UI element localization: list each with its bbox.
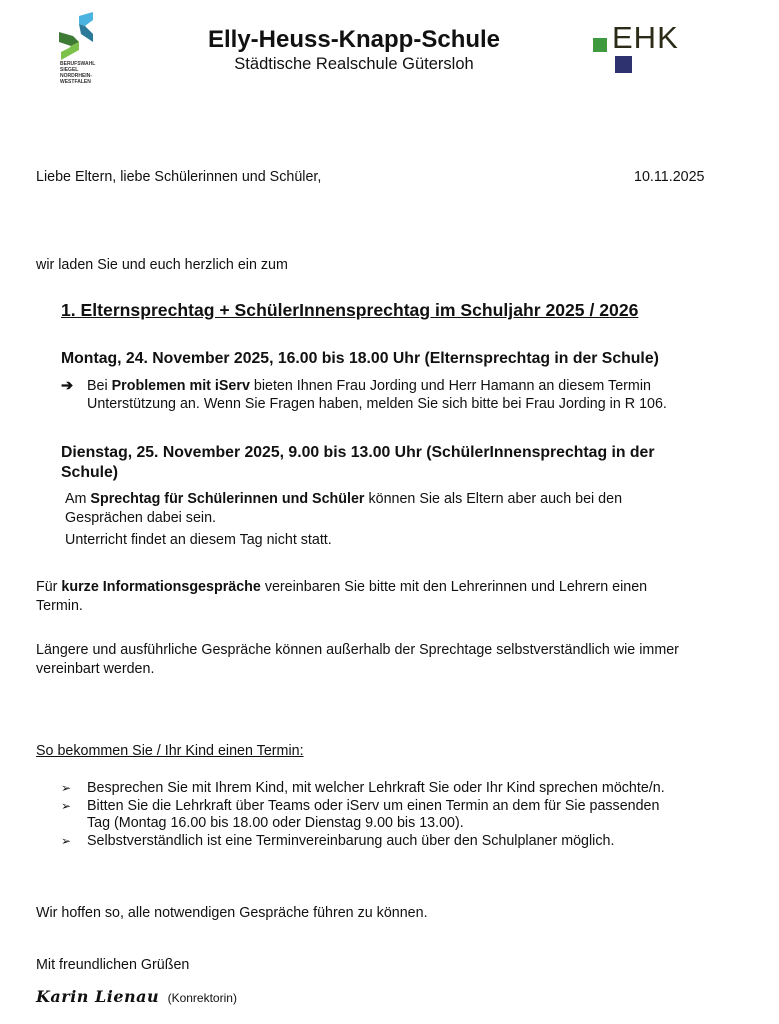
main-heading: 1. Elternsprechtag + SchülerInnensprechtag im Schuljahr 2025 / 2026 — [61, 300, 639, 320]
day2-note: Unterricht findet an diesem Tag nicht statt. — [65, 532, 332, 548]
info-line2: Termin. — [36, 598, 83, 614]
signature-role: (Konrektorin) — [167, 991, 237, 1005]
day1-bold-text: Problemen mit iServ — [111, 378, 250, 394]
greeting-text: Mit freundlichen Grüßen — [36, 957, 190, 973]
day2-bold-text: Sprechtag für Schülerinnen und Schüler — [90, 491, 365, 507]
ehk-logo — [590, 20, 700, 76]
salutation: Liebe Eltern, liebe Schülerinnen und Schüler, — [36, 169, 322, 185]
closing-text: Wir hoffen so, alle notwendigen Gespräche führen zu können. — [36, 905, 428, 921]
day2-text-line2: Gesprächen dabei sein. — [65, 510, 217, 526]
signature — [36, 987, 237, 1007]
howto-item: ➢ Besprechen Sie mit Ihrem Kind, mit welcher Lehrkraft Sie oder Ihr Kind sprechen möchte/n. — [61, 780, 665, 796]
school-subtitle: Städtische Realschule Gütersloh — [234, 55, 474, 73]
day1-arrow-icon: ➔ — [61, 378, 73, 394]
info-line1: Für kurze Informationsgespräche vereinbaren Sie bitte mit den Lehrerinnen und Lehrern einen — [36, 579, 648, 595]
day1-text-line2: Unterstützung an. Wenn Sie Fragen haben, melden Sie sich bitte bei Frau Jording in R 106. — [87, 396, 667, 412]
school-name: Elly-Heuss-Knapp-Schule — [207, 26, 501, 53]
day2-heading-line1: Dienstag, 25. November 2025, 9.00 bis 13.00 Uhr (SchülerInnensprechtag in der — [61, 444, 655, 461]
ehk-green-square — [593, 38, 607, 52]
berufswahl-siegel-logo — [52, 10, 122, 95]
ehk-navy-square — [615, 56, 632, 73]
howto-list — [61, 780, 741, 850]
signature-name: Karin Lienau — [36, 987, 160, 1006]
info-bold-text: kurze Informationsgespräche — [61, 579, 261, 595]
arrowhead-bullet-icon: ➢ — [61, 781, 72, 795]
day1-heading: Montag, 24. November 2025, 16.00 bis 18.00 Uhr (Elternsprechtag in der Schule) — [61, 350, 659, 367]
intro-text: wir laden Sie und euch herzlich ein zum — [36, 257, 288, 273]
howto-item: ➢ Bitten Sie die Lehrkraft über Teams oder iServ um einen Termin an dem für Sie passenden Tag (Montag 16.00 bis 18.00 oder Dienstag 9.00 bis 13.00). — [61, 797, 660, 831]
longer-line2: vereinbart werden. — [36, 661, 155, 677]
berufswahl-siegel-icon — [57, 12, 97, 60]
letter-date: 10.11.2025 — [634, 169, 705, 185]
day1-text-line1: Bei Problemen mit iServ bieten Ihnen Frau Jording und Herr Hamann an diesem Termin — [87, 378, 651, 394]
day2-heading-line2: Schule) — [61, 464, 119, 481]
logo-caption: BERUFSWAHL SIEGEL NORDRHEIN- WESTFALEN — [60, 61, 96, 85]
arrowhead-bullet-icon: ➢ — [61, 833, 72, 848]
arrowhead-bullet-icon: ➢ — [61, 798, 72, 813]
ehk-logo-text: EHK — [612, 20, 679, 55]
day2-text-line1: Am Sprechtag für Schülerinnen und Schüler können Sie als Eltern aber auch bei den — [65, 491, 623, 507]
howto-item: ➢ Selbstverständlich ist eine Terminvereinbarung auch über den Schulplaner möglich. — [61, 832, 615, 849]
longer-line1: Längere und ausführliche Gespräche können außerhalb der Sprechtage selbstverständlich wie immer — [36, 642, 679, 658]
howto-heading: So bekommen Sie / Ihr Kind einen Termin: — [36, 743, 304, 759]
